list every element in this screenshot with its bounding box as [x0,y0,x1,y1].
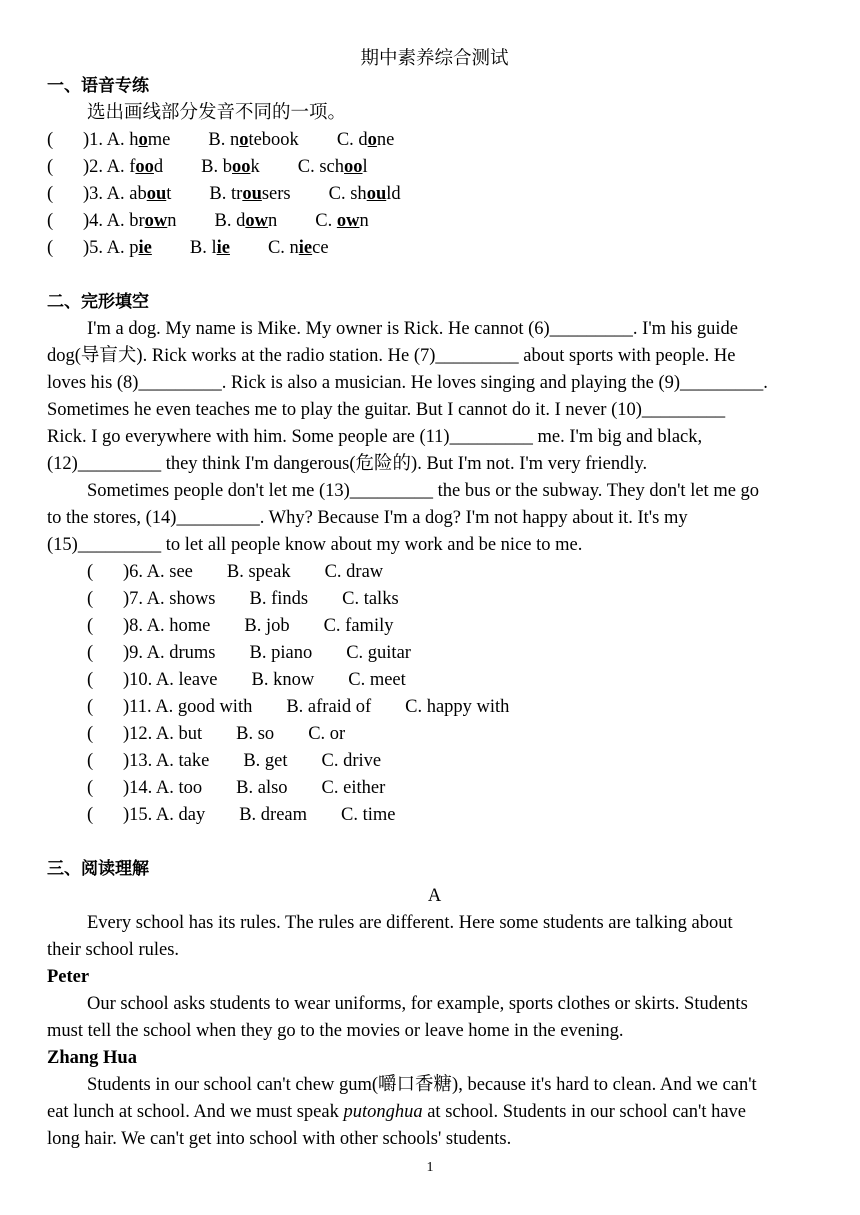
passage-line: (15)_________ to let all people know about my work and be nice to me. [47,535,583,555]
zhang-hua-line: Students in our school can't chew gum(嚼口香糖), because it's hard to clean. And we can't [87,1075,757,1095]
cloze-question [87,586,822,613]
underlined-letters: oo [232,157,251,177]
reading-intro-line: Every school has its rules. The rules are different. Here some students are talking about [87,913,733,933]
underlined-letters: ow [245,211,269,231]
option-c: C. draw [324,562,384,582]
option-c: C. drive [321,751,382,771]
reading-intro-line: their school rules. [47,940,180,960]
option-label: B. [208,130,230,150]
phonics-question [47,181,822,208]
option-a: )14. A. too [123,778,203,798]
word-part: me [147,130,171,150]
option-a: )9. A. drums [123,643,216,663]
option-b: B. finds [249,589,309,609]
option-a: )6. A. see [123,562,193,582]
option-c [298,154,368,181]
word-part: f [129,157,136,177]
option-a: )13. A. take [123,751,210,771]
option-a [83,235,152,262]
option-b [208,127,298,154]
cloze-question [87,775,822,802]
underlined-letters: oo [135,157,154,177]
answer-blank: ( [47,130,54,150]
section3-heading: 三、阅读理解 [47,859,149,879]
word-part: ne [376,130,395,150]
phonics-question [47,208,822,235]
option-label: B. [189,238,212,258]
word-part: l [362,157,368,177]
option-c: C. talks [342,589,399,609]
zhang-hua-line [47,1099,822,1126]
option-b: B. also [236,778,288,798]
answer-blank: ( [87,589,94,609]
option-c: C. guitar [346,643,411,663]
option-label: C. [328,184,351,204]
cloze-passage [47,316,822,559]
cloze-question [87,667,822,694]
option-b: B. know [251,670,315,690]
answer-blank: ( [47,238,54,258]
word-part: ld [386,184,401,204]
answer-blank: ( [87,643,94,663]
option-label: C. [315,211,337,231]
word-part: sh [350,184,367,204]
speaker-zhang-hua: Zhang Hua [47,1048,137,1068]
option-b [209,181,290,208]
passage-line: Sometimes people don't let me (13)_________ the bus or the subway. They don't let me go [87,481,760,501]
answer-blank: ( [47,211,54,231]
word-part: p [129,238,139,258]
option-c: C. either [321,778,386,798]
option-a [83,181,171,208]
word-part: n [359,211,369,231]
option-c: C. time [341,805,396,825]
option-c: C. meet [348,670,406,690]
cloze-question [87,802,822,829]
word-part: d [236,211,246,231]
underlined-letters: o [367,130,377,150]
word-part: n [229,130,240,150]
option-b: B. piano [249,643,313,663]
word-part: k [250,157,260,177]
underlined-letters: ou [366,184,387,204]
option-b [215,208,278,235]
option-a [83,154,163,181]
page-number: 1 [426,1160,434,1175]
option-b: B. afraid of [286,697,372,717]
underlined-letters: ow [144,211,168,231]
cloze-question [87,613,822,640]
line-text: at school. Students in our school can't have [422,1102,747,1122]
section2-heading: 二、完形填空 [47,292,149,312]
word-part: ab [129,184,147,204]
word-part: tebook [248,130,299,150]
answer-blank: ( [87,724,94,744]
phonics-question [47,235,822,262]
page-title: 期中素养综合测试 [360,49,509,69]
option-label: B. [209,184,231,204]
peter-line: Our school asks students to wear uniforms, for example, sports clothes or skirts. Students [87,994,748,1014]
word-part: ce [312,238,329,258]
underlined-letters: o [138,130,148,150]
option-c: C. or [308,724,346,744]
option-a: )8. A. home [123,616,211,636]
answer-blank: ( [87,670,94,690]
phonics-question [47,154,822,181]
word-part: t [166,184,172,204]
word-part: b [222,157,233,177]
passage-label: A [427,886,442,906]
underlined-letters: o [239,130,249,150]
word-part: d [153,157,164,177]
word-part: tr [231,184,243,204]
underlined-letters: oo [344,157,363,177]
option-label: B. [201,157,223,177]
underlined-letters: ie [298,238,313,258]
option-a: )15. A. day [123,805,206,825]
option-label: C. [267,238,290,258]
answer-blank: ( [87,616,94,636]
speaker-peter: Peter [47,967,90,987]
option-b: B. job [244,616,290,636]
cloze-question [87,721,822,748]
option-a [83,208,177,235]
word-part: sch [319,157,345,177]
question-number: )3. A. [83,184,130,204]
word-part: n [289,238,299,258]
underlined-letters: ie [216,238,230,258]
option-c [315,208,368,235]
section1-heading: 一、语音专练 [47,76,149,96]
option-b [201,154,260,181]
underlined-letters: ie [138,238,152,258]
worksheet-page [47,46,822,1153]
passage-line: I'm a dog. My name is Mike. My owner is Rick. He cannot (6)_________. I'm his guide [87,319,738,339]
option-c [337,127,395,154]
question-number: )5. A. [83,238,130,258]
passage-line: Sometimes he even teaches me to play the guitar. But I cannot do it. I never (10)_________ [47,400,726,420]
option-b: B. dream [239,805,308,825]
word-part: n [167,211,177,231]
italic-word: putonghua [343,1102,423,1122]
passage-line: (12)_________ they think I'm dangerous(危险的). But I'm not. I'm very friendly. [47,454,648,474]
passage-line: to the stores, (14)_________. Why? Because I'm a dog? I'm not happy about it. It's my [47,508,688,528]
cloze-question [87,748,822,775]
answer-blank: ( [87,778,94,798]
option-a: )7. A. shows [123,589,216,609]
section2-questions [47,559,822,829]
answer-blank: ( [87,562,94,582]
line-text: eat lunch at school. And we must speak [47,1102,344,1122]
phonics-question [47,127,822,154]
option-a: )10. A. leave [123,670,218,690]
question-number: )4. A. [83,211,130,231]
cloze-question [87,640,822,667]
question-number: )2. A. [83,157,130,177]
answer-blank: ( [87,697,94,717]
option-c [268,235,329,262]
answer-blank: ( [87,751,94,771]
option-a: )11. A. good with [123,697,253,717]
cloze-question [87,559,822,586]
underlined-letters: ou [146,184,167,204]
option-b: B. speak [226,562,291,582]
option-c: C. happy with [405,697,510,717]
passage-line: Rick. I go everywhere with him. Some people are (11)_________ me. I'm big and black, [47,427,703,447]
underlined-letters: ou [242,184,262,204]
word-part: sers [261,184,291,204]
option-a: )12. A. but [123,724,203,744]
cloze-question [87,694,822,721]
option-label: B. [214,211,237,231]
word-part: l [211,238,217,258]
option-b: B. so [236,724,275,744]
answer-blank: ( [87,805,94,825]
option-a [83,127,170,154]
passage-line: loves his (8)_________. Rick is also a musician. He loves singing and playing the (9)_________. [47,373,768,393]
zhang-hua-line: long hair. We can't get into school with other schools' students. [47,1129,512,1149]
question-number: )1. A. [83,130,130,150]
option-label: C. [297,157,320,177]
peter-line: must tell the school when they go to the movies or leave home in the evening. [47,1021,624,1041]
option-label: C. [336,130,359,150]
option-c: C. family [323,616,394,636]
section1-questions [47,127,822,262]
word-part: br [129,211,145,231]
passage-line: dog(导盲犬). Rick works at the radio station. He (7)_________ about sports with people. He [47,346,736,366]
word-part: h [129,130,139,150]
underlined-letters: ow [336,211,360,231]
word-part: d [358,130,368,150]
option-b: B. get [243,751,288,771]
option-c [329,181,401,208]
answer-blank: ( [47,184,54,204]
word-part: n [268,211,278,231]
section1-instruction: 选出画线部分发音不同的一项。 [87,103,347,123]
option-b [190,235,230,262]
answer-blank: ( [47,157,54,177]
